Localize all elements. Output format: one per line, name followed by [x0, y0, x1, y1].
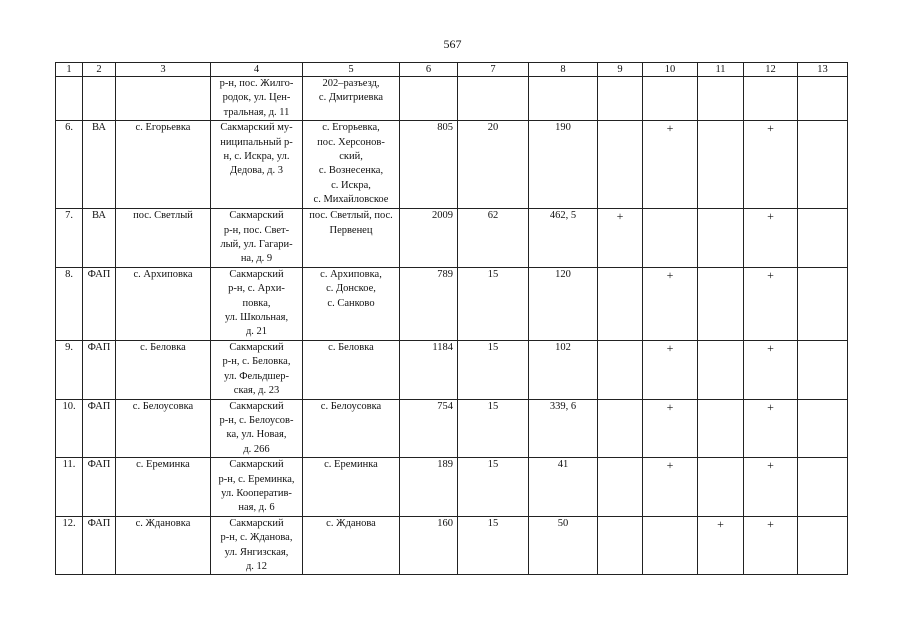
- cell-col9: [598, 77, 643, 121]
- cell-col12: +: [744, 340, 798, 399]
- cell-col7: 15: [458, 399, 529, 458]
- cell-col12: [744, 77, 798, 121]
- cell-col8: 462, 5: [529, 209, 598, 268]
- cell-col7: 15: [458, 458, 529, 517]
- cell-col10: +: [643, 121, 698, 209]
- column-header: 3: [116, 63, 211, 77]
- facility-type: ВА: [83, 209, 116, 268]
- settlement-name: пос. Светлый: [116, 209, 211, 268]
- cell-col8: 190: [529, 121, 598, 209]
- facility-address: Сакмарский р-н, с. Жданова, ул. Янгизская, д. 12: [211, 516, 303, 575]
- cell-col8: [529, 77, 598, 121]
- row-number: 12.: [56, 516, 83, 575]
- facility-type: ФАП: [83, 340, 116, 399]
- column-header: 4: [211, 63, 303, 77]
- row-number: 8.: [56, 267, 83, 340]
- cell-col10: +: [643, 267, 698, 340]
- cell-col11: [698, 209, 744, 268]
- column-header: 7: [458, 63, 529, 77]
- cell-col13: [798, 267, 848, 340]
- cell-col6: 1184: [400, 340, 458, 399]
- table-row: [56, 516, 848, 575]
- served-settlements: с. Беловка: [303, 340, 400, 399]
- cell-col11: [698, 399, 744, 458]
- cell-col10: +: [643, 458, 698, 517]
- cell-col10: +: [643, 399, 698, 458]
- cell-col9: [598, 121, 643, 209]
- row-number: [56, 77, 83, 121]
- cell-col12: +: [744, 399, 798, 458]
- cell-col12: +: [744, 121, 798, 209]
- cell-col9: [598, 399, 643, 458]
- served-settlements: с. Егорьевка, пос. Херсонов- ский, с. Вознесенка, с. Искра, с. Михайловское: [303, 121, 400, 209]
- facility-address: Сакмарский р-н, с. Архи- повка, ул. Школьная, д. 21: [211, 267, 303, 340]
- column-header: 6: [400, 63, 458, 77]
- cell-col7: 15: [458, 267, 529, 340]
- cell-col6: 2009: [400, 209, 458, 268]
- cell-col8: 41: [529, 458, 598, 517]
- cell-col8: 120: [529, 267, 598, 340]
- cell-col8: 50: [529, 516, 598, 575]
- facilities-table: [55, 62, 848, 575]
- cell-col12: +: [744, 516, 798, 575]
- facility-type: ФАП: [83, 516, 116, 575]
- column-header: 13: [798, 63, 848, 77]
- facility-address: Сакмарский р-н, с. Ереминка, ул. Кооператив- ная, д. 6: [211, 458, 303, 517]
- settlement-name: с. Ереминка: [116, 458, 211, 517]
- row-number: 9.: [56, 340, 83, 399]
- cell-col13: [798, 209, 848, 268]
- served-settlements: с. Архиповка, с. Донское, с. Санково: [303, 267, 400, 340]
- served-settlements: с. Белоусовка: [303, 399, 400, 458]
- cell-col11: [698, 77, 744, 121]
- settlement-name: [116, 77, 211, 121]
- column-header: 11: [698, 63, 744, 77]
- cell-col11: +: [698, 516, 744, 575]
- facility-address: Сакмарский р-н, с. Белоусов- ка, ул. Новая, д. 266: [211, 399, 303, 458]
- facility-address: Сакмарский р-н, пос. Свет- лый, ул. Гагари- на, д. 9: [211, 209, 303, 268]
- page-number: 567: [443, 37, 462, 51]
- cell-col9: +: [598, 209, 643, 268]
- facility-type: ВА: [83, 121, 116, 209]
- row-number: 11.: [56, 458, 83, 517]
- cell-col6: [400, 77, 458, 121]
- table-row: [56, 77, 848, 121]
- cell-col7: 15: [458, 516, 529, 575]
- cell-col11: [698, 267, 744, 340]
- cell-col10: [643, 77, 698, 121]
- column-header: 5: [303, 63, 400, 77]
- cell-col12: +: [744, 458, 798, 517]
- facility-type: ФАП: [83, 399, 116, 458]
- column-header: 8: [529, 63, 598, 77]
- column-header: 12: [744, 63, 798, 77]
- table-row: [56, 458, 848, 517]
- table-row: [56, 121, 848, 209]
- cell-col13: [798, 77, 848, 121]
- facility-address: р-н, пос. Жилго- родок, ул. Цен- тральная, д. 11: [211, 77, 303, 121]
- column-header: 1: [56, 63, 83, 77]
- served-settlements: с. Ереминка: [303, 458, 400, 517]
- cell-col9: [598, 516, 643, 575]
- table-row: [56, 209, 848, 268]
- cell-col13: [798, 121, 848, 209]
- column-header: 2: [83, 63, 116, 77]
- cell-col6: 754: [400, 399, 458, 458]
- facility-address: Сакмарский р-н, с. Беловка, ул. Фельдшер- ская, д. 23: [211, 340, 303, 399]
- facility-type: [83, 77, 116, 121]
- cell-col6: 189: [400, 458, 458, 517]
- cell-col11: [698, 458, 744, 517]
- cell-col7: [458, 77, 529, 121]
- settlement-name: с. Ждановка: [116, 516, 211, 575]
- cell-col10: [643, 516, 698, 575]
- cell-col12: +: [744, 209, 798, 268]
- settlement-name: с. Архиповка: [116, 267, 211, 340]
- cell-col7: 62: [458, 209, 529, 268]
- table-row: [56, 340, 848, 399]
- cell-col7: 20: [458, 121, 529, 209]
- settlement-name: с. Егорьевка: [116, 121, 211, 209]
- served-settlements: 202–разъезд, с. Дмитриевка: [303, 77, 400, 121]
- cell-col6: 789: [400, 267, 458, 340]
- cell-col6: 805: [400, 121, 458, 209]
- facility-address: Сакмарский му- ниципальный р- н, с. Искра, ул. Дедова, д. 3: [211, 121, 303, 209]
- settlement-name: с. Белоусовка: [116, 399, 211, 458]
- cell-col9: [598, 267, 643, 340]
- cell-col11: [698, 340, 744, 399]
- cell-col13: [798, 399, 848, 458]
- cell-col10: [643, 209, 698, 268]
- cell-col11: [698, 121, 744, 209]
- row-number: 7.: [56, 209, 83, 268]
- facility-type: ФАП: [83, 267, 116, 340]
- cell-col7: 15: [458, 340, 529, 399]
- table-row: [56, 267, 848, 340]
- column-header: 9: [598, 63, 643, 77]
- cell-col8: 339, 6: [529, 399, 598, 458]
- row-number: 6.: [56, 121, 83, 209]
- served-settlements: пос. Светлый, пос. Первенец: [303, 209, 400, 268]
- cell-col13: [798, 458, 848, 517]
- settlement-name: с. Беловка: [116, 340, 211, 399]
- served-settlements: с. Жданова: [303, 516, 400, 575]
- column-header: 10: [643, 63, 698, 77]
- cell-col9: [598, 458, 643, 517]
- cell-col12: +: [744, 267, 798, 340]
- cell-col8: 102: [529, 340, 598, 399]
- table-row: [56, 399, 848, 458]
- cell-col10: +: [643, 340, 698, 399]
- cell-col6: 160: [400, 516, 458, 575]
- facility-type: ФАП: [83, 458, 116, 517]
- cell-col13: [798, 340, 848, 399]
- cell-col9: [598, 340, 643, 399]
- header-row: [56, 63, 848, 77]
- row-number: 10.: [56, 399, 83, 458]
- cell-col13: [798, 516, 848, 575]
